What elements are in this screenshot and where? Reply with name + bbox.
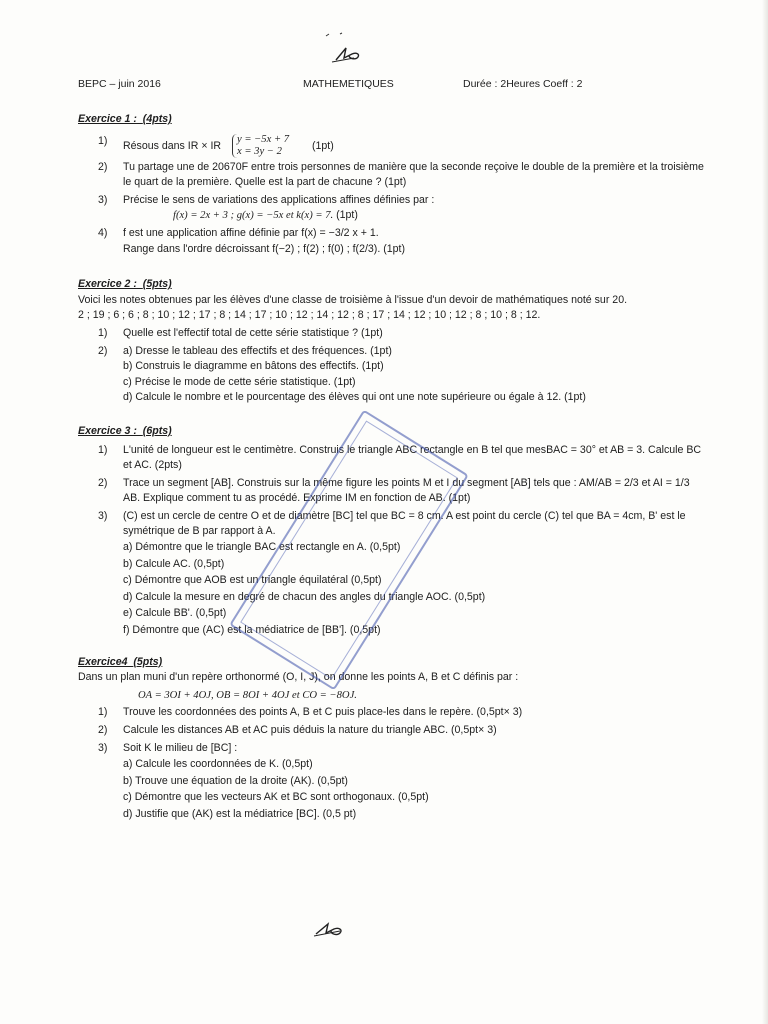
ex4-question-2: 2) Calcule les distances AB et AC puis déduis la nature du triangle ABC. (0,5pt× 3) xyxy=(98,724,497,736)
ex2-question-1: 1) Quelle est l'effectif total de cette série statistique ? (1pt) xyxy=(98,326,383,339)
ex4-vectors: OA = 3OI + 4OJ, OB = 8OI + 4OJ et CO = −8OJ. xyxy=(138,689,357,701)
exam-session: BEPC – juin 2016 xyxy=(78,78,161,90)
exercise-4-title: Exercice4 (5pts) xyxy=(78,655,163,668)
ex3-question-1: 1) L'unité de longueur est le centimètre. Construis le triangle ABC rectangle en B tel que mesBAC = 30° et AB = 3. Calcule BC et AC. (2pts) xyxy=(98,443,702,472)
ex3-question-3: 3) (C) est un cercle de centre O et de diamètre [BC] tel que BC = 8 cm. A est point du cercle (C) tel que BA = 4cm, B' est le symétrique de B par rapport à A. xyxy=(98,509,686,538)
ex1-q3-functions: f(x) = 2x + 3 ; g(x) = −5x et k(x) = 7. (1pt) xyxy=(173,209,358,222)
ex4-intro: Dans un plan muni d'un repère orthonormé (O, I, J), on donne les points A, B et C définis par : xyxy=(78,671,519,684)
equation-system: y = −5x + 7 x = 3y − 2 xyxy=(232,134,289,158)
ex1-question-1: 1) Résous dans IR × IR y = −5x + 7 x = 3y − 2 (1pt) xyxy=(98,133,334,157)
ex3-q3-e: e) Calcule BB'. (0,5pt) xyxy=(123,607,227,620)
exam-duration: Durée : 2Heures Coeff : 2 xyxy=(463,78,583,90)
ex2-q2-b: b) Construis le diagramme en bâtons des effectifs. (1pt) xyxy=(123,360,384,373)
exercise-2-title: Exercice 2 : (5pts) xyxy=(78,278,172,291)
ex3-q3-d: d) Calcule la mesure en degré de chacun des angles du triangle AOC. (0,5pt) xyxy=(123,590,486,603)
exercise-3-title: Exercice 3 : (6pts) xyxy=(78,424,172,437)
ex1-question-3: 3) Précise le sens de variations des applications affines définies par : xyxy=(98,193,435,206)
ex2-intro: Voici les notes obtenues par les élèves d'une classe de troisième à l'issue d'un devoir de mathématiques noté sur 20. xyxy=(78,293,628,306)
ex4-q3-b: b) Trouve une équation de la droite (AK). (0,5pt) xyxy=(123,774,348,787)
ex4-q3-d: d) Justifie que (AK) est la médiatrice [BC]. (0,5 pt) xyxy=(123,807,357,820)
ex2-notes: 2 ; 19 ; 6 ; 6 ; 8 ; 10 ; 12 ; 17 ; 8 ; 14 ; 17 ; 10 ; 12 ; 14 ; 12 ; 8 ; 17 ; 14 ; 12 ; 10 ; 12 ; 8 ; 10 ; 8 ; 12. xyxy=(78,309,541,322)
ex4-question-1: 1) Trouve les coordonnées des points A, B et C puis place-les dans le repère. (0,5pt× 3) xyxy=(98,706,523,719)
signature-top xyxy=(318,30,378,70)
ex3-question-2: 2) Trace un segment [AB]. Construis sur la même figure les points M et I du segment [AB] tels que : AM/AB = 2/3 et AI = 1/3 AB. Explique comment tu as procédé. Exprime IM en fonction de AB. (1pt) xyxy=(98,476,690,505)
ex2-q2-c: c) Précise le mode de cette série statistique. (1pt) xyxy=(123,375,356,388)
ex4-q3-c: c) Démontre que les vecteurs AK et BC sont orthogonaux. (0,5pt) xyxy=(123,791,429,804)
scan-edge xyxy=(762,0,768,1024)
ex3-q3-a: a) Démontre que le triangle BAC est rectangle en A. (0,5pt) xyxy=(123,541,401,554)
ex3-q3-f: f) Démontre que (AC) est la médiatrice de [BB']. (0,5pt) xyxy=(123,624,381,637)
ex1-question-4-order: Range dans l'ordre décroissant f(−2) ; f(2) ; f(0) ; f(2/3). (1pt) xyxy=(123,242,406,255)
ex3-q3-b: b) Calcule AC. (0,5pt) xyxy=(123,557,225,570)
exam-subject: MATHEMETIQUES xyxy=(303,78,394,90)
ex4-question-3: 3) Soit K le milieu de [BC] : xyxy=(98,741,238,754)
ex2-q2-d: d) Calcule le nombre et le pourcentage des élèves qui ont une note supérieure ou égale à 12. (1pt) xyxy=(123,391,586,404)
ex1-question-2: 2) Tu partage une de 20670F entre trois personnes de manière que la seconde reçoive le double de la première et la troisième le quart de la première. Quelle est la part de chacune ? (1pt) xyxy=(98,160,704,189)
ex1-question-4: 4) f est une application affine définie par f(x) = −3/2 x + 1. xyxy=(98,226,379,239)
ex3-q3-c: c) Démontre que AOB est un triangle équilatéral (0,5pt) xyxy=(123,574,382,587)
signature-bottom xyxy=(310,912,360,942)
ex4-q3-a: a) Calcule les coordonnées de K. (0,5pt) xyxy=(123,758,313,771)
ex2-question-2: 2) a) Dresse le tableau des effectifs et des fréquences. (1pt) xyxy=(98,344,392,357)
exercise-1-title: Exercice 1 : (4pts) xyxy=(78,113,172,125)
